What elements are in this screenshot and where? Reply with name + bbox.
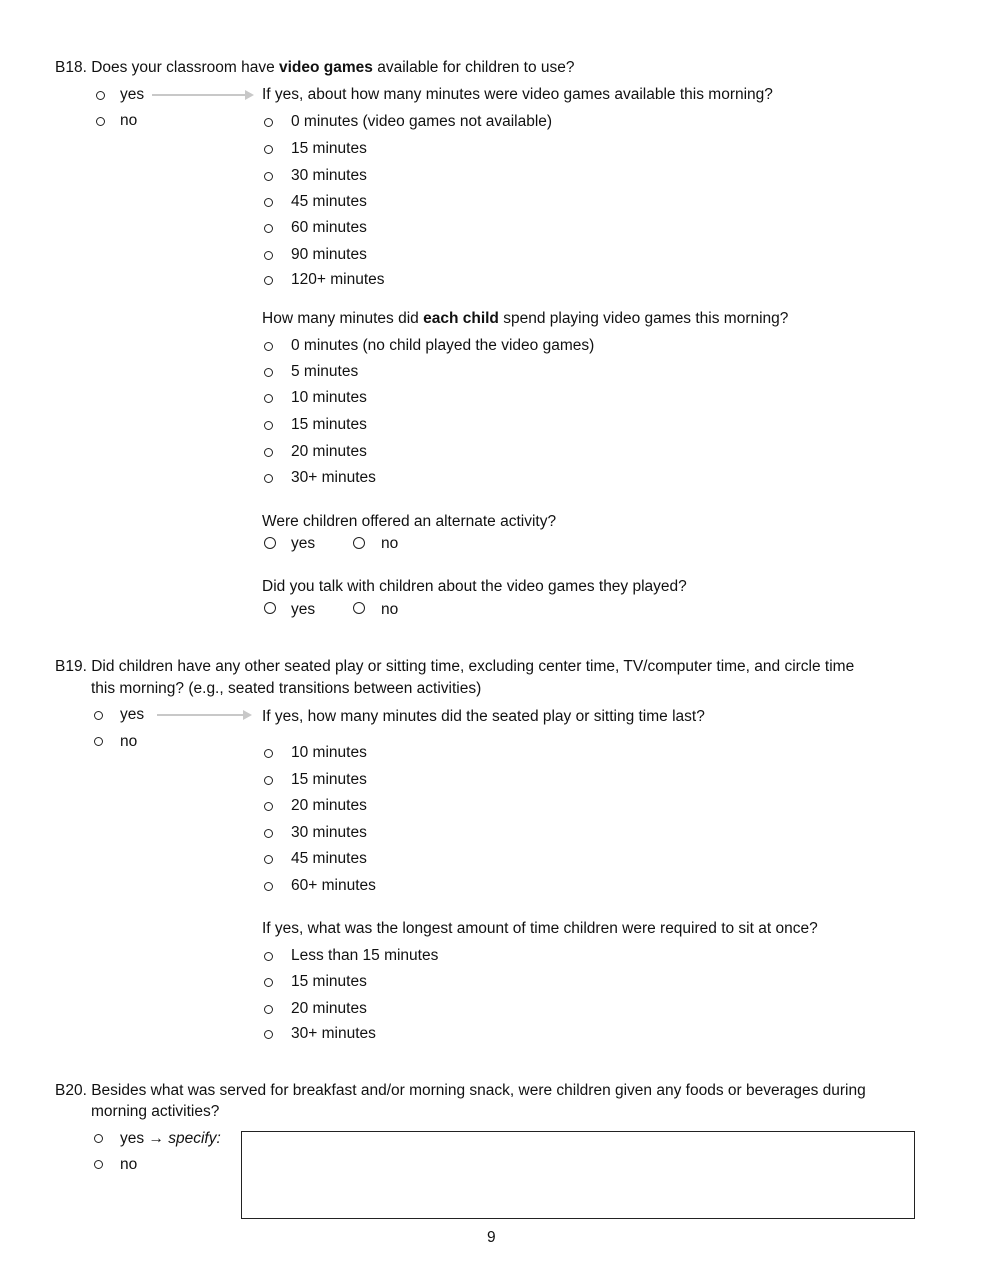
- b20-yes-label: [120, 1130, 221, 1148]
- b18-child-option-label-2: 10 minutes: [291, 389, 367, 406]
- b18-no-label: no: [120, 112, 138, 129]
- b18-child-option-label-3: 15 minutes: [291, 416, 367, 433]
- b18-child-option-radio-4[interactable]: [264, 448, 273, 457]
- b18-avail-option-radio-5[interactable]: [264, 251, 273, 260]
- b18-child-option-label-0: 0 minutes (no child played the video games): [291, 337, 595, 354]
- b18-avail-option-label-2: 30 minutes: [291, 167, 367, 184]
- b18-yes-label: yes: [120, 86, 145, 103]
- b18-child-option-radio-2[interactable]: [264, 394, 273, 403]
- b19-longest-option-radio-3[interactable]: [264, 1030, 273, 1039]
- b19-minutes-option-label-0: 10 minutes: [291, 744, 367, 761]
- b19-minutes-option-radio-5[interactable]: [264, 882, 273, 891]
- b18-child-option-radio-5[interactable]: [264, 474, 273, 483]
- b18-followup2-prefix: How many minutes did: [262, 310, 424, 327]
- b18-alt-no-radio[interactable]: [353, 537, 365, 549]
- b19-question-line1: B19. Did children have any other seated play or sitting time, excluding center time, TV/computer time, and circle time: [55, 658, 855, 675]
- b18-followup4: Did you talk with children about the video games they played?: [262, 578, 687, 595]
- b19-yes-radio[interactable]: [94, 711, 103, 720]
- b18-avail-option-label-5: 90 minutes: [291, 246, 367, 263]
- b18-avail-option-radio-4[interactable]: [264, 224, 273, 233]
- b18-child-option-radio-1[interactable]: [264, 368, 273, 377]
- b20-yes-text: yes: [120, 1130, 145, 1147]
- b19-minutes-option-radio-0[interactable]: [264, 749, 273, 758]
- b19-no-label: no: [120, 733, 138, 750]
- page-number: 9: [487, 1229, 496, 1246]
- b18-avail-option-radio-1[interactable]: [264, 145, 273, 154]
- right-arrow-icon: →: [148, 1130, 164, 1147]
- b18-alt-no-label: no: [381, 535, 399, 552]
- b18-talk-yes-label: yes: [291, 601, 316, 618]
- b19-longest-option-label-1: 15 minutes: [291, 973, 367, 990]
- b18-question: [55, 59, 575, 77]
- b20-specify-label: specify:: [168, 1130, 221, 1147]
- b18-avail-option-radio-0[interactable]: [264, 118, 273, 127]
- b19-minutes-option-radio-1[interactable]: [264, 776, 273, 785]
- b18-avail-option-label-3: 45 minutes: [291, 193, 367, 210]
- b18-child-option-radio-0[interactable]: [264, 342, 273, 351]
- b19-longest-option-radio-0[interactable]: [264, 952, 273, 961]
- b18-alt-yes-label: yes: [291, 535, 316, 552]
- b20-no-label: no: [120, 1156, 138, 1173]
- b18-avail-option-radio-3[interactable]: [264, 198, 273, 207]
- b18-followup2-suffix: spend playing video games this morning?: [498, 310, 789, 327]
- b18-avail-option-radio-2[interactable]: [264, 172, 273, 181]
- b18-avail-option-label-0: 0 minutes (video games not available): [291, 113, 553, 130]
- b18-question-suffix: available for children to use?: [372, 59, 575, 76]
- b20-question-line1: B20. Besides what was served for breakfast and/or morning snack, were children given any foods or beverages during: [55, 1082, 866, 1099]
- b18-followup2: [262, 310, 788, 328]
- b18-avail-option-label-4: 60 minutes: [291, 219, 367, 236]
- b18-followup3: Were children offered an alternate activity?: [262, 513, 557, 530]
- b19-longest-option-label-3: 30+ minutes: [291, 1025, 376, 1042]
- b18-yes-radio[interactable]: [96, 91, 105, 100]
- b20-no-radio[interactable]: [94, 1160, 103, 1169]
- b18-child-option-radio-3[interactable]: [264, 421, 273, 430]
- b18-avail-option-label-1: 15 minutes: [291, 140, 367, 157]
- b19-minutes-option-radio-4[interactable]: [264, 855, 273, 864]
- b19-followup1: If yes, how many minutes did the seated play or sitting time last?: [262, 708, 705, 725]
- b19-longest-option-label-2: 20 minutes: [291, 1000, 367, 1017]
- b19-no-radio[interactable]: [94, 737, 103, 746]
- b19-minutes-option-label-4: 45 minutes: [291, 850, 367, 867]
- b19-question-line2: this morning? (e.g., seated transitions between activities): [91, 680, 482, 697]
- b18-question-prefix: B18. Does your classroom have: [55, 59, 279, 76]
- b19-minutes-option-radio-3[interactable]: [264, 829, 273, 838]
- b18-talk-no-radio[interactable]: [353, 602, 365, 614]
- b19-minutes-option-label-1: 15 minutes: [291, 771, 367, 788]
- b19-minutes-option-radio-2[interactable]: [264, 802, 273, 811]
- b18-no-radio[interactable]: [96, 117, 105, 126]
- b19-yes-label: yes: [120, 706, 145, 723]
- b19-minutes-option-label-5: 60+ minutes: [291, 877, 376, 894]
- b20-question-line2: morning activities?: [91, 1103, 220, 1120]
- b18-followup2-bold: each child: [423, 310, 499, 327]
- b20-specify-input[interactable]: [241, 1131, 915, 1219]
- b18-avail-option-label-6: 120+ minutes: [291, 271, 385, 288]
- b18-child-option-label-4: 20 minutes: [291, 443, 367, 460]
- b19-longest-option-radio-2[interactable]: [264, 1005, 273, 1014]
- b19-minutes-option-label-3: 30 minutes: [291, 824, 367, 841]
- b18-followup1: If yes, about how many minutes were video games available this morning?: [262, 86, 773, 103]
- b18-talk-no-label: no: [381, 601, 399, 618]
- b18-question-bold: video games: [279, 59, 373, 76]
- b19-arrow-icon: [157, 714, 250, 716]
- b18-child-option-label-1: 5 minutes: [291, 363, 359, 380]
- b20-yes-radio[interactable]: [94, 1134, 103, 1143]
- b18-talk-yes-radio[interactable]: [264, 602, 276, 614]
- b18-child-option-label-5: 30+ minutes: [291, 469, 376, 486]
- b19-longest-option-label-0: Less than 15 minutes: [291, 947, 439, 964]
- b19-followup2: If yes, what was the longest amount of time children were required to sit at once?: [262, 920, 818, 937]
- b18-alt-yes-radio[interactable]: [264, 537, 276, 549]
- b19-minutes-option-label-2: 20 minutes: [291, 797, 367, 814]
- b18-avail-option-radio-6[interactable]: [264, 276, 273, 285]
- b19-longest-option-radio-1[interactable]: [264, 978, 273, 987]
- b18-arrow-icon: [152, 94, 252, 96]
